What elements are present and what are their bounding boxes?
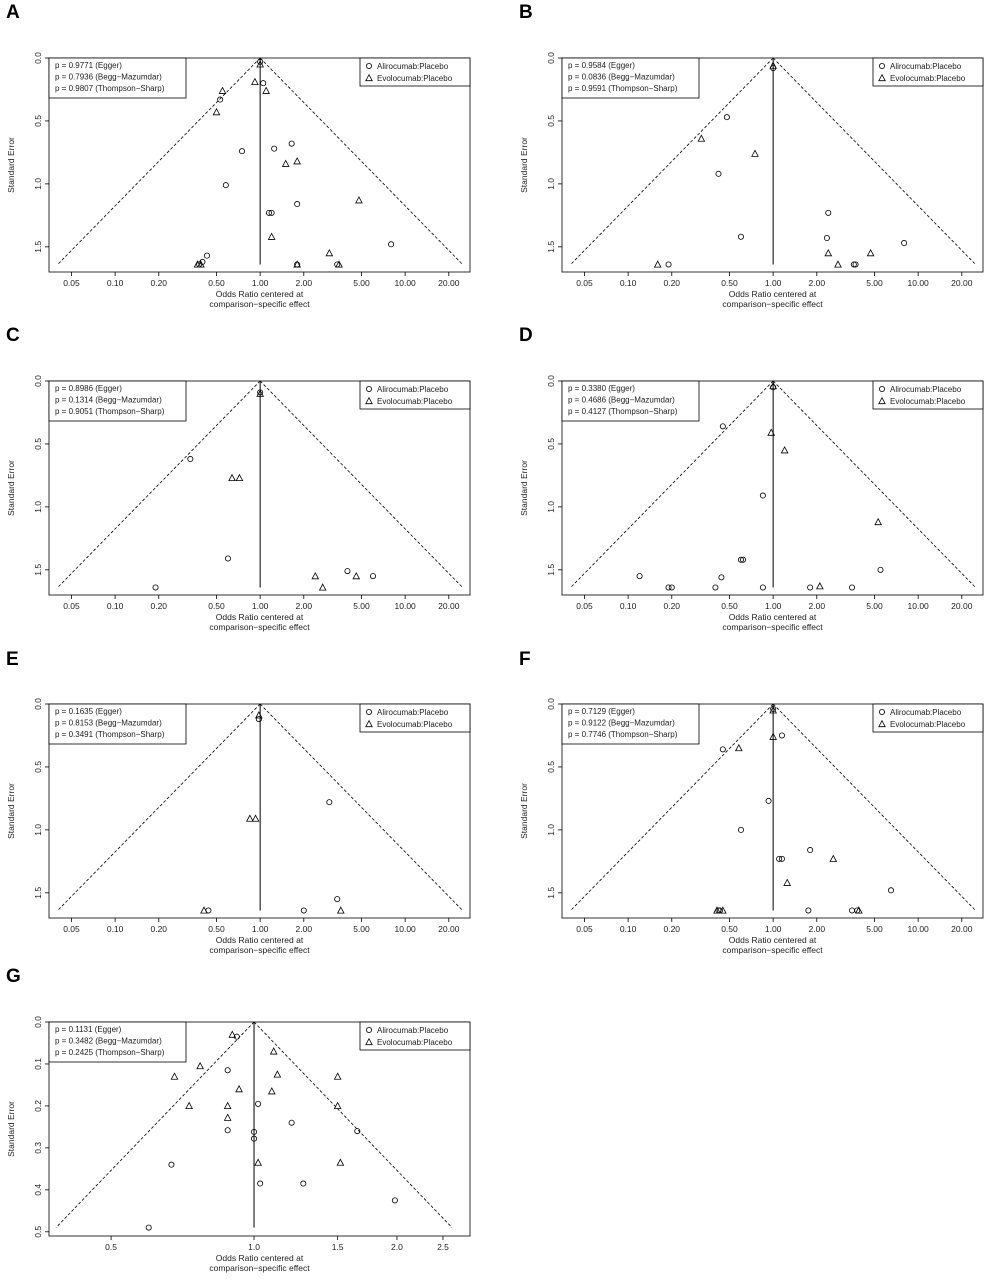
plot-f-xtick-label: 0.10: [619, 924, 637, 934]
plot-f-point-evolocumab: [736, 745, 742, 751]
plot-d-xtick-label: 0.20: [663, 601, 681, 611]
plot-b-ytick-label: 1.5: [546, 240, 556, 253]
plot-f-funnel-right: [773, 704, 975, 910]
plot-c-point-alirocumab: [153, 585, 158, 590]
plot-g-xtick-label: 2.5: [437, 1242, 449, 1252]
plot-d-xlabel-line1: Odds Ratio centered at: [728, 612, 817, 622]
plot-f-legend-label-alirocumab: Alirocumab:Placebo: [890, 708, 962, 717]
plot-e-xtick-label: 0.05: [63, 924, 80, 934]
plot-a-xtick-label: 0.10: [106, 278, 124, 288]
plot-b-point-alirocumab: [738, 234, 743, 239]
plot-a-point-evolocumab: [356, 197, 362, 203]
plot-e-xtick-label: 5.00: [353, 924, 370, 934]
plot-d-legend-label-alirocumab: Alirocumab:Placebo: [890, 385, 962, 394]
plot-e-xtick-label: 0.10: [106, 924, 124, 934]
plot-g-point-alirocumab: [392, 1198, 397, 1203]
plot-a-point-evolocumab: [326, 250, 332, 256]
plot-c-xtick-label: 0.05: [63, 601, 80, 611]
plot-b-point-alirocumab: [716, 171, 721, 176]
plot-f-point-alirocumab: [738, 827, 743, 832]
plot-d-ytick-label: 0.5: [546, 438, 556, 450]
plot-f-legend-label-evolocumab: Evolocumab:Placebo: [890, 720, 966, 729]
plot-b-point-evolocumab: [825, 250, 831, 256]
plot-c-ylabel: Standard Error: [6, 460, 16, 516]
plot-e-point-evolocumab: [252, 815, 258, 821]
plot-a-stats-line: p = 0.7936 (Begg−Mazumdar): [55, 72, 162, 82]
plot-f-point-alirocumab: [849, 908, 854, 913]
plot-b-stats-line: p = 0.0836 (Begg−Mazumdar): [568, 72, 675, 82]
plot-f-point-alirocumab: [779, 733, 784, 738]
plot-g-funnel-right: [254, 1022, 452, 1228]
plot-c-xtick-label: 0.50: [208, 601, 225, 611]
plot-b-xtick-label: 1.00: [764, 278, 782, 288]
plot-b-xtick-label: 0.20: [663, 278, 681, 288]
plot-d-point-alirocumab: [760, 585, 765, 590]
plot-f-ytick-label: 1.5: [546, 886, 556, 899]
plot-c-xtick-label: 0.20: [150, 601, 168, 611]
plot-a-point-alirocumab: [261, 81, 266, 86]
plot-d-point-alirocumab: [760, 493, 765, 498]
plot-c-ytick-label: 0.0: [33, 375, 43, 387]
plot-e-xtick-label: 0.20: [150, 924, 168, 934]
plot-a-legend-label-evolocumab: Evolocumab:Placebo: [377, 74, 453, 83]
plot-b-xtick-label: 2.00: [808, 278, 826, 288]
plot-a-point-alirocumab: [218, 97, 223, 102]
plot-b-funnel-right: [773, 58, 975, 264]
plot-g-stats-line: p = 0.2425 (Thompson−Sharp): [55, 1048, 165, 1057]
plot-b-xtick-label: 0.05: [576, 278, 593, 288]
plot-b-xlabel-line1: Odds Ratio centered at: [728, 289, 817, 299]
plot-g-stats-line: p = 0.1131 (Egger): [55, 1025, 122, 1034]
plot-f-stats-line: p = 0.9122 (Begg−Mazumdar): [568, 718, 675, 728]
plot-g-point-evolocumab: [270, 1048, 276, 1054]
plot-c-point-evolocumab: [236, 475, 242, 481]
plot-f-xtick-label: 10.00: [907, 924, 929, 934]
plot-c-ytick-label: 0.5: [33, 438, 43, 450]
plot-a-point-evolocumab: [282, 160, 288, 166]
plot-e-ytick-label: 1.0: [33, 823, 43, 836]
plot-f-xlabel-line2: comparison−specific effect: [722, 945, 823, 955]
plot-d-xtick-label: 10.00: [907, 601, 929, 611]
plot-f-xtick-label: 2.00: [808, 924, 826, 934]
plot-a-xlabel-line2: comparison−specific effect: [209, 299, 310, 309]
plot-f-point-alirocumab: [806, 908, 811, 913]
plot-g-xtick-label: 0.5: [105, 1242, 118, 1252]
plot-d-xtick-label: 0.05: [576, 601, 593, 611]
plot-g-xtick-label: 1.5: [331, 1242, 344, 1252]
plot-d-point-alirocumab: [720, 424, 725, 429]
plot-g-point-alirocumab: [301, 1181, 306, 1186]
plot-f-point-alirocumab: [888, 888, 893, 893]
plot-f-point-evolocumab: [784, 879, 790, 885]
plot-g-point-evolocumab: [171, 1073, 177, 1079]
plot-g-point-alirocumab: [256, 1101, 261, 1106]
plot-f-point-alirocumab: [808, 847, 813, 852]
plot-g-xtick-label: 2.0: [391, 1242, 403, 1252]
plot-c-xlabel-line1: Odds Ratio centered at: [215, 612, 304, 622]
plot-g-xlabel-line1: Odds Ratio centered at: [215, 1253, 304, 1263]
plot-b-ytick-label: 1.0: [546, 177, 556, 190]
plot-d-point-alirocumab: [669, 585, 674, 590]
plot-g-point-evolocumab: [236, 1086, 242, 1092]
plot-c-point-alirocumab: [225, 556, 230, 561]
plot-e-ylabel: Standard Error: [6, 783, 16, 839]
plot-g-point-evolocumab: [334, 1073, 340, 1079]
funnel-plot-d: [513, 323, 989, 645]
plot-a-ytick-label: 1.5: [33, 240, 43, 253]
plot-g-stats-line: p = 0.3482 (Begg−Mazumdar): [55, 1036, 162, 1046]
plot-g-ytick-label: 0.0: [33, 1016, 43, 1028]
plot-a-xtick-label: 5.00: [353, 278, 370, 288]
plot-f-point-alirocumab: [766, 798, 771, 803]
plot-d-xtick-label: 20.00: [951, 601, 973, 611]
plot-g-legend-label-alirocumab: Alirocumab:Placebo: [377, 1026, 449, 1035]
plot-e-point-alirocumab: [327, 800, 332, 805]
plot-d-point-alirocumab: [713, 585, 718, 590]
plot-a-xtick-label: 20.00: [438, 278, 460, 288]
plot-e-legend-label-alirocumab: Alirocumab:Placebo: [377, 708, 449, 717]
plot-g-xlabel-line2: comparison−specific effect: [209, 1263, 310, 1273]
plot-g-xtick-label: 1.0: [248, 1242, 260, 1252]
plot-e-stats-line: p = 0.3491 (Thompson−Sharp): [55, 730, 165, 739]
plot-d-point-alirocumab: [878, 567, 883, 572]
plot-c-legend-label-evolocumab: Evolocumab:Placebo: [377, 397, 453, 406]
plot-g-point-alirocumab: [225, 1068, 230, 1073]
plot-g-point-evolocumab: [274, 1071, 280, 1077]
plot-e-xtick-label: 1.00: [251, 924, 269, 934]
plot-f-xtick-label: 0.20: [663, 924, 681, 934]
plot-f-stats-line: p = 0.7746 (Thompson−Sharp): [568, 730, 678, 739]
plot-a-xtick-label: 0.20: [150, 278, 168, 288]
plot-a-legend-label-alirocumab: Alirocumab:Placebo: [377, 62, 449, 71]
plot-c-xtick-label: 2.00: [295, 601, 313, 611]
plot-d-point-alirocumab: [849, 585, 854, 590]
plot-a-point-evolocumab: [263, 87, 269, 93]
funnel-plot-e: [0, 646, 480, 968]
plot-e-ytick-label: 1.5: [33, 886, 43, 899]
plot-d-xtick-label: 5.00: [866, 601, 883, 611]
plot-e-point-alirocumab: [301, 908, 306, 913]
plot-c-point-evolocumab: [353, 573, 359, 579]
plot-e-ytick-label: 0.5: [33, 761, 43, 773]
plot-a-funnel-right: [260, 58, 462, 264]
plot-f-point-alirocumab: [720, 747, 725, 752]
plot-a-ytick-label: 1.0: [33, 177, 43, 190]
plot-g-point-evolocumab: [255, 1159, 261, 1165]
funnel-plot-f: [513, 646, 989, 968]
plot-c-xtick-label: 0.10: [106, 601, 124, 611]
plot-f-ylabel: Standard Error: [519, 783, 529, 839]
plot-c-point-alirocumab: [370, 574, 375, 579]
plot-f-ytick-label: 0.5: [546, 761, 556, 773]
plot-g-ytick-label: 0.3: [33, 1141, 43, 1154]
plot-d-point-evolocumab: [875, 519, 881, 525]
plot-g-point-alirocumab: [289, 1120, 294, 1125]
plot-f-xtick-label: 1.00: [764, 924, 782, 934]
plot-g-point-evolocumab: [197, 1063, 203, 1069]
plot-c-point-alirocumab: [188, 456, 193, 461]
plot-b-point-evolocumab: [655, 261, 661, 267]
plot-a-point-evolocumab: [294, 158, 300, 164]
plot-e-point-alirocumab: [335, 897, 340, 902]
plot-g-point-alirocumab: [169, 1162, 174, 1167]
plot-b-point-evolocumab: [867, 250, 873, 256]
plot-e-stats-line: p = 0.8153 (Begg−Mazumdar): [55, 718, 162, 728]
plot-c-ytick-label: 1.0: [33, 500, 43, 513]
plot-f-xtick-label: 5.00: [866, 924, 883, 934]
plot-c-point-evolocumab: [229, 475, 235, 481]
plot-a-ytick-label: 0.5: [33, 115, 43, 127]
plot-c-point-alirocumab: [345, 568, 350, 573]
plot-b-ylabel: Standard Error: [519, 137, 529, 193]
plot-c-legend-label-alirocumab: Alirocumab:Placebo: [377, 385, 449, 394]
plot-c-stats-line: p = 0.1314 (Begg−Mazumdar): [55, 395, 162, 405]
panel-letter-a: A: [6, 2, 20, 23]
plot-f-ytick-label: 0.0: [546, 698, 556, 710]
funnel-plot-g: [0, 964, 480, 1286]
plot-b-xtick-label: 0.10: [619, 278, 637, 288]
plot-f-xtick-label: 0.50: [721, 924, 738, 934]
plot-e-xtick-label: 10.00: [394, 924, 416, 934]
plot-f-xlabel-line1: Odds Ratio centered at: [728, 935, 817, 945]
plot-e-xlabel-line2: comparison−specific effect: [209, 945, 310, 955]
plot-g-ytick-label: 0.4: [33, 1183, 43, 1196]
plot-a-point-alirocumab: [272, 146, 277, 151]
plot-e-funnel-right: [260, 704, 462, 910]
plot-a-xlabel-line1: Odds Ratio centered at: [215, 289, 304, 299]
plot-a-point-alirocumab: [289, 141, 294, 146]
plot-g-ylabel: Standard Error: [6, 1101, 16, 1157]
plot-b-xtick-label: 0.50: [721, 278, 738, 288]
plot-c-stats-line: p = 0.9051 (Thompson−Sharp): [55, 407, 165, 416]
plot-c-xtick-label: 5.00: [353, 601, 370, 611]
plot-a-xtick-label: 0.50: [208, 278, 225, 288]
plot-a-point-alirocumab: [295, 201, 300, 206]
plot-a-point-evolocumab: [268, 233, 274, 239]
plot-a-point-evolocumab: [219, 87, 225, 93]
plot-b-point-evolocumab: [835, 261, 841, 267]
plot-d-point-alirocumab: [637, 574, 642, 579]
plot-a-point-evolocumab: [252, 79, 258, 85]
plot-g-legend-label-evolocumab: Evolocumab:Placebo: [377, 1038, 453, 1047]
plot-d-stats-line: p = 0.4686 (Begg−Mazumdar): [568, 395, 675, 405]
plot-d-ytick-label: 1.5: [546, 563, 556, 576]
plot-g-ytick-label: 0.2: [33, 1100, 43, 1112]
plot-a-point-alirocumab: [204, 253, 209, 258]
plot-g-point-alirocumab: [225, 1128, 230, 1133]
plot-c-xtick-label: 1.00: [251, 601, 269, 611]
plot-c-point-evolocumab: [319, 584, 325, 590]
plot-a-xtick-label: 10.00: [394, 278, 416, 288]
funnel-plot-c: [0, 323, 480, 645]
plot-e-xtick-label: 2.00: [295, 924, 313, 934]
plot-c-point-evolocumab: [312, 573, 318, 579]
plot-a-point-alirocumab: [239, 149, 244, 154]
plot-e-xtick-label: 20.00: [438, 924, 460, 934]
plot-e-xtick-label: 0.50: [208, 924, 225, 934]
plot-d-ylabel: Standard Error: [519, 460, 529, 516]
plot-c-xtick-label: 10.00: [394, 601, 416, 611]
plot-g-point-evolocumab: [224, 1103, 230, 1109]
plot-d-stats-line: p = 0.3380 (Egger): [568, 384, 635, 393]
panel-letter-b: B: [519, 2, 533, 23]
plot-d-point-evolocumab: [781, 447, 787, 453]
plot-b-ytick-label: 0.0: [546, 52, 556, 64]
plot-g-point-alirocumab: [146, 1225, 151, 1230]
plot-b-legend-label-alirocumab: Alirocumab:Placebo: [890, 62, 962, 71]
plot-e-stats-line: p = 0.1635 (Egger): [55, 707, 122, 716]
plot-e-legend-label-evolocumab: Evolocumab:Placebo: [377, 720, 453, 729]
plot-b-point-alirocumab: [902, 240, 907, 245]
plot-a-stats-line: p = 0.9807 (Thompson−Sharp): [55, 84, 165, 93]
panel-letter-c: C: [6, 325, 20, 346]
plot-a-xtick-label: 1.00: [251, 278, 269, 288]
plot-c-ytick-label: 1.5: [33, 563, 43, 576]
plot-g-point-alirocumab: [258, 1181, 263, 1186]
plot-a-point-evolocumab: [213, 109, 219, 115]
plot-b-point-evolocumab: [698, 135, 704, 141]
funnel-plot-a: [0, 0, 480, 322]
plot-b-point-alirocumab: [724, 115, 729, 120]
plot-d-xtick-label: 0.10: [619, 601, 637, 611]
plot-e-point-evolocumab: [247, 815, 253, 821]
plot-e-ytick-label: 0.0: [33, 698, 43, 710]
plot-d-funnel-right: [773, 381, 975, 587]
plot-d-legend-label-evolocumab: Evolocumab:Placebo: [890, 397, 966, 406]
plot-d-point-alirocumab: [808, 585, 813, 590]
plot-b-point-alirocumab: [666, 262, 671, 267]
plot-d-xtick-label: 1.00: [764, 601, 782, 611]
plot-b-legend-label-evolocumab: Evolocumab:Placebo: [890, 74, 966, 83]
plot-d-xlabel-line2: comparison−specific effect: [722, 622, 823, 632]
plot-g-point-evolocumab: [224, 1114, 230, 1120]
plot-f-xtick-label: 20.00: [951, 924, 973, 934]
plot-b-ytick-label: 0.5: [546, 115, 556, 127]
plot-f-xtick-label: 0.05: [576, 924, 593, 934]
plot-e-xlabel-line1: Odds Ratio centered at: [215, 935, 304, 945]
plot-d-xtick-label: 0.50: [721, 601, 738, 611]
plot-e-point-evolocumab: [338, 907, 344, 913]
plot-d-xtick-label: 2.00: [808, 601, 826, 611]
plot-d-ytick-label: 0.0: [546, 375, 556, 387]
panel-letter-e: E: [6, 649, 19, 670]
plot-g-ytick-label: 0.1: [33, 1058, 43, 1070]
plot-a-ytick-label: 0.0: [33, 52, 43, 64]
panel-letter-f: F: [519, 649, 531, 670]
plot-b-stats-line: p = 0.9591 (Thompson−Sharp): [568, 84, 678, 93]
plot-b-point-alirocumab: [824, 235, 829, 240]
plot-a-stats-line: p = 0.9771 (Egger): [55, 61, 122, 70]
plot-d-ytick-label: 1.0: [546, 500, 556, 513]
plot-d-point-alirocumab: [719, 575, 724, 580]
panel-letter-g: G: [6, 966, 21, 987]
plot-b-xtick-label: 20.00: [951, 278, 973, 288]
plot-b-stats-line: p = 0.9584 (Egger): [568, 61, 635, 70]
plot-d-point-evolocumab: [817, 583, 823, 589]
plot-g-point-evolocumab: [269, 1088, 275, 1094]
plot-a-xtick-label: 0.05: [63, 278, 80, 288]
plot-c-xlabel-line2: comparison−specific effect: [209, 622, 310, 632]
plot-g-point-evolocumab: [186, 1103, 192, 1109]
plot-e-point-alirocumab: [256, 717, 261, 722]
plot-f-point-evolocumab: [830, 856, 836, 862]
plot-b-point-evolocumab: [752, 150, 758, 156]
plot-a-ylabel: Standard Error: [6, 137, 16, 193]
plot-d-stats-line: p = 0.4127 (Thompson−Sharp): [568, 407, 678, 416]
plot-b-xtick-label: 10.00: [907, 278, 929, 288]
plot-b-xtick-label: 5.00: [866, 278, 883, 288]
plot-a-point-alirocumab: [223, 183, 228, 188]
plot-a-xtick-label: 2.00: [295, 278, 313, 288]
funnel-plot-b: [513, 0, 989, 322]
plot-c-stats-line: p = 0.8986 (Egger): [55, 384, 122, 393]
plot-b-point-alirocumab: [826, 210, 831, 215]
plot-b-xlabel-line2: comparison−specific effect: [722, 299, 823, 309]
plot-a-point-alirocumab: [389, 242, 394, 247]
plot-c-funnel-right: [260, 381, 462, 587]
plot-c-xtick-label: 20.00: [438, 601, 460, 611]
plot-f-stats-line: p = 0.7129 (Egger): [568, 707, 635, 716]
plot-g-point-evolocumab: [334, 1103, 340, 1109]
panel-letter-d: D: [519, 325, 533, 346]
plot-g-ytick-label: 0.5: [33, 1225, 43, 1238]
plot-f-ytick-label: 1.0: [546, 823, 556, 836]
plot-g-point-evolocumab: [337, 1159, 343, 1165]
